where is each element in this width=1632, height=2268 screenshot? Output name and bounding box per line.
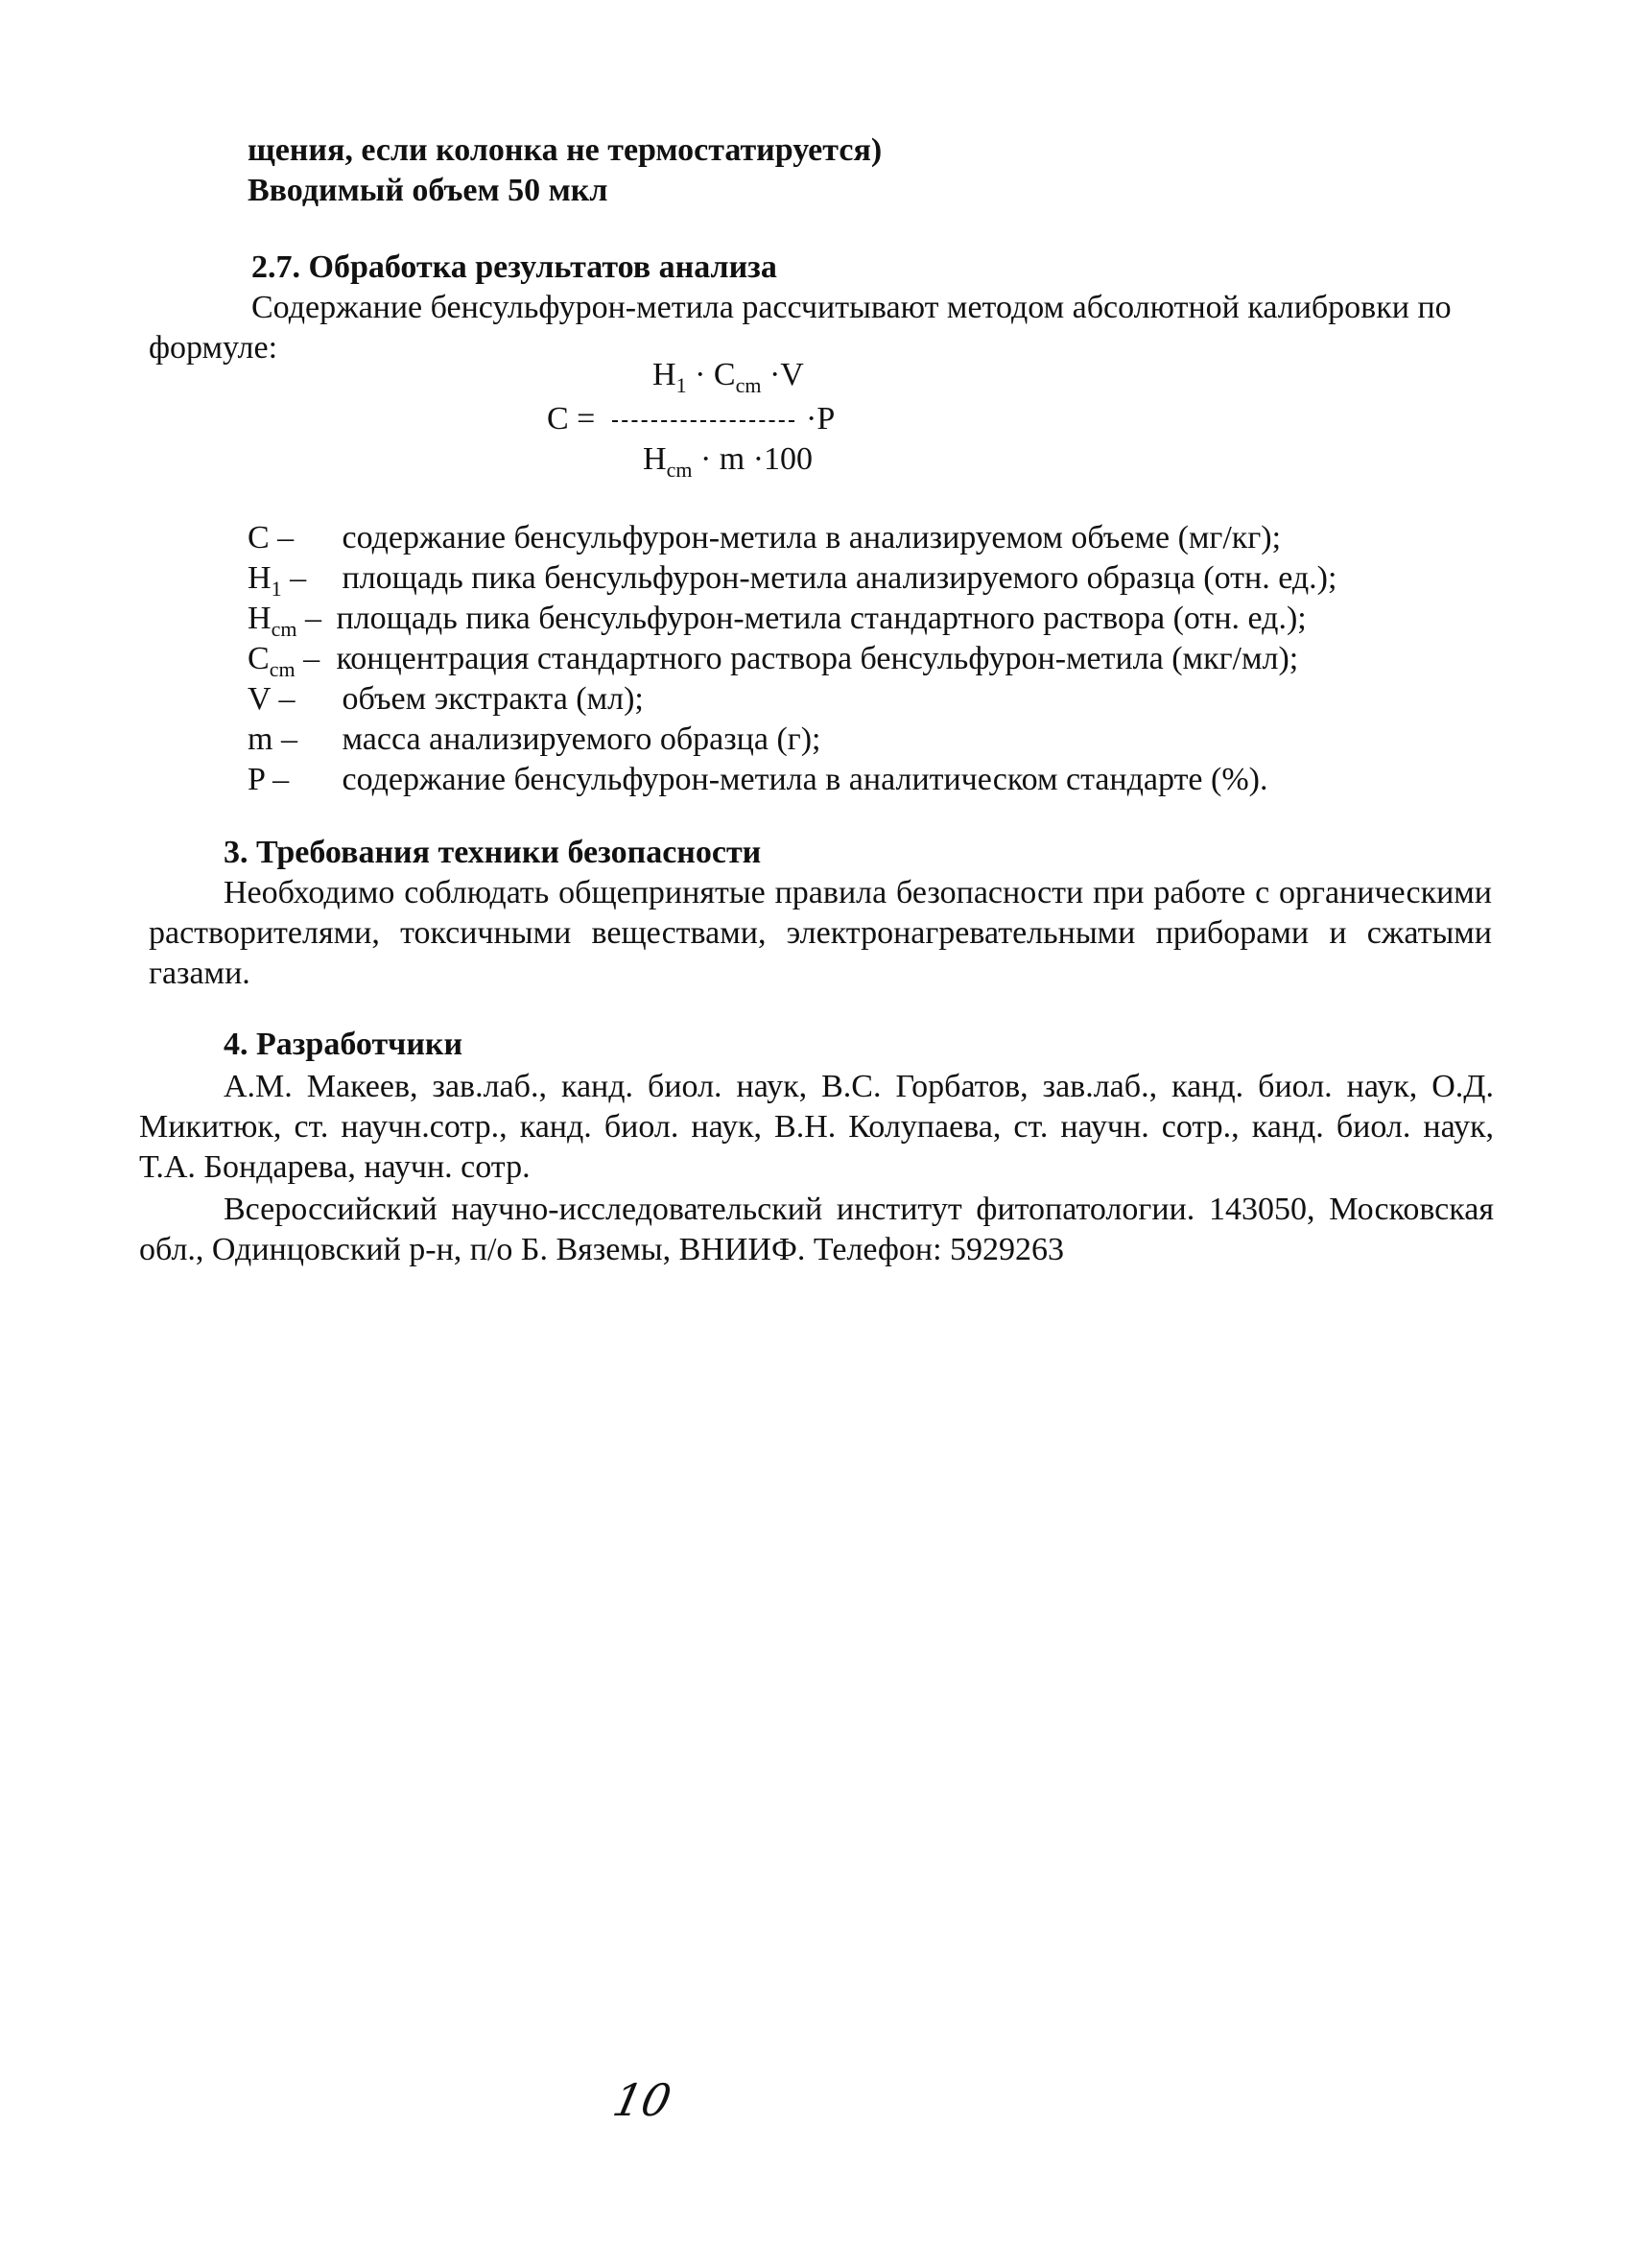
- definition-text: содержание бенсульфурон-метила в аналитическом стандарте (%).: [342, 762, 1268, 797]
- definition-symbol: V –: [248, 681, 296, 717]
- definition-symbol: m –: [248, 721, 297, 757]
- section-3-text: Необходимо соблюдать общепринятые правила безопасности при работе с органическими растворителями, токсичными веществами, электронагревательными приборами и сжатыми газами.: [149, 875, 1492, 991]
- injection-volume-line: Вводимый объем 50 мкл: [248, 173, 608, 208]
- formula-denominator: [643, 439, 813, 480]
- continued-text-line: щения, если колонка не термостатируется): [248, 132, 883, 168]
- section-4-authors: А.М. Макеев, зав.лаб., канд. биол. наук, В.С. Горбатов, зав.лаб., канд. биол. наук, О.Д. Микитюк, ст. научн.сотр., канд. биол. наук, В.Н. Колупаева, ст. научн. сотр., канд. биол. наук, Т.А. Бондарева, научн. сотр.: [139, 1069, 1494, 1185]
- formula-num-v: ·V: [769, 357, 804, 392]
- definition-symbol: H: [248, 601, 272, 636]
- formula-den-h-sub: cm: [666, 457, 693, 482]
- definition-row: [248, 518, 1281, 558]
- definition-row: [248, 720, 820, 760]
- definition-dash: –: [296, 601, 321, 636]
- definition-row: [248, 679, 644, 720]
- definition-text: площадь пика бенсульфурон-метила анализируемого образца (отн. ед.);: [342, 560, 1337, 596]
- definition-symbol: C: [248, 641, 270, 676]
- definition-symbol: P –: [248, 762, 290, 797]
- formula-rhs: ·P: [806, 401, 836, 437]
- formula-den-m: · m ·100: [699, 441, 814, 477]
- section-4-institute: Всероссийский научно-исследовательский институт фитопатологии. 143050, Московская обл., Одинцовский р-н, п/о Б. Вяземы, ВНИИФ. Телефон: 5929263: [139, 1192, 1494, 1267]
- definition-text: объем экстракта (мл);: [342, 681, 644, 717]
- section-3-heading: 3. Требования техники безопасности: [224, 835, 762, 870]
- definition-symbol-sub: 1: [271, 576, 282, 601]
- section-2-7-intro-line2: формуле:: [149, 330, 278, 366]
- definition-row: [248, 558, 1336, 599]
- definition-dash: –: [295, 641, 320, 676]
- formula-numerator: [652, 355, 804, 395]
- formula-lhs: С =: [547, 401, 596, 437]
- definition-text: площадь пика бенсульфурон-метила стандартного раствора (отн. ед.);: [336, 601, 1307, 636]
- definition-symbol: H: [248, 560, 272, 596]
- definition-row: [248, 599, 1307, 639]
- formula-num-h: H: [652, 357, 676, 392]
- definition-row: [248, 760, 1267, 800]
- definition-row: [248, 639, 1298, 679]
- fraction-bar: [612, 420, 794, 422]
- definition-text: концентрация стандартного раствора бенсульфурон-метила (мкг/мл);: [336, 641, 1299, 676]
- page-number: 10: [608, 2074, 676, 2126]
- definition-symbol: С –: [248, 520, 295, 555]
- section-2-7-intro-line1: Содержание бенсульфурон-метила рассчитывают методом абсолютной калибровки по: [251, 290, 1452, 325]
- formula-num-h-sub: 1: [675, 372, 687, 397]
- section-2-7-heading: 2.7. Обработка результатов анализа: [251, 249, 777, 285]
- definition-dash: –: [281, 560, 307, 596]
- definition-symbol-sub: cm: [271, 616, 297, 641]
- section-4-heading: 4. Разработчики: [224, 1027, 463, 1062]
- formula-den-h: H: [643, 441, 667, 477]
- definition-text: масса анализируемого образца (г);: [342, 721, 821, 757]
- definition-symbol-sub: cm: [269, 656, 296, 681]
- definition-text: содержание бенсульфурон-метила в анализируемом объеме (мг/кг);: [342, 520, 1282, 555]
- formula-num-c: · C: [695, 357, 736, 392]
- formula-num-c-sub: cm: [735, 372, 762, 397]
- calculation-formula: [547, 355, 892, 480]
